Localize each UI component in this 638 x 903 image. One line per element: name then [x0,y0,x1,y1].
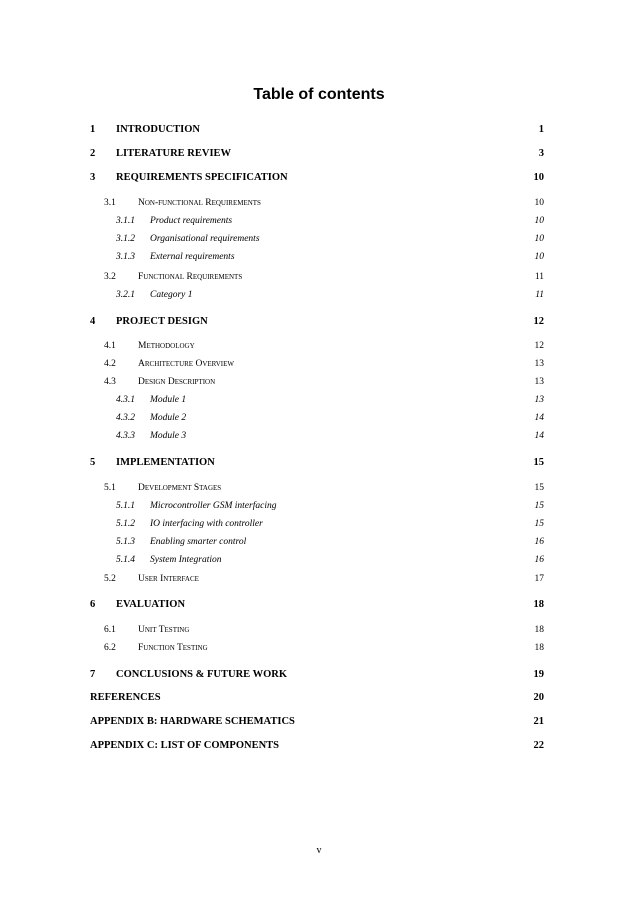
toc-entry-title: APPENDIX B: HARDWARE SCHEMATICS [90,716,295,727]
toc-entry-title: Functional Requirements [138,272,243,282]
toc-entry-page: 10 [534,252,544,262]
toc-entry-title: Function Testing [138,643,208,653]
toc-entry-page: 3 [538,148,544,159]
toc-entry[interactable] [0,431,638,444]
toc-entry-title: IMPLEMENTATION [116,457,215,468]
toc-entry-number: 4.3.1 [116,395,135,405]
toc-entry-number: 6 [90,599,96,610]
toc-entry-title: LITERATURE REVIEW [116,148,232,159]
toc-entry-title: Enabling smarter control [150,537,247,547]
toc-entry-number: 4.1 [104,341,116,351]
toc-entry-page: 18 [533,599,544,610]
toc-entry-number: 4.3.3 [116,431,135,441]
toc-entry[interactable] [0,198,638,211]
toc-entry[interactable] [0,234,638,247]
toc-entry-title: IO interfacing with controller [150,519,263,529]
toc-entry-number: 3.1.3 [116,252,135,262]
toc-entry-page: 15 [534,483,544,493]
toc-entry-number: 3.2 [104,272,116,282]
toc-entry-page: 11 [534,272,544,282]
toc-entry-page: 14 [534,413,544,423]
toc-entry-number: 6.2 [104,643,116,653]
toc-entry[interactable] [0,148,638,162]
toc-entry-page: 10 [534,234,544,244]
toc-entry[interactable] [0,216,638,229]
toc-entry-page: 12 [534,341,544,351]
toc-entry-page: 18 [534,625,544,635]
toc-entry[interactable] [0,519,638,532]
toc-entry-title: APPENDIX C: LIST OF COMPONENTS [90,740,280,751]
toc-entry-number: 5 [90,457,96,468]
toc-entry-title: REFERENCES [90,692,161,703]
toc-entry-page: 17 [534,574,544,584]
toc-entry-page: 10 [534,216,544,226]
toc-entry[interactable] [0,395,638,408]
toc-entry[interactable] [0,341,638,354]
toc-entry-title: Unit Testing [138,625,190,635]
toc-entry-page: 12 [533,316,544,327]
toc-entry-number: 5.1.4 [116,555,135,565]
toc-entry-title: PROJECT DESIGN [116,316,208,327]
toc-entry[interactable] [0,359,638,372]
toc-entry[interactable] [0,669,638,683]
toc-entry[interactable] [0,483,638,496]
toc-leader-dots [150,290,538,300]
toc-entry[interactable] [0,290,638,303]
toc-entry-page: 13 [534,377,544,387]
toc-entry-number: 4.3.2 [116,413,135,423]
toc-entry-title: Non-functional Requirements [138,198,261,208]
toc-entry-number: 5.1.3 [116,537,135,547]
toc-entry[interactable] [0,501,638,514]
toc-entry-title: Microcontroller GSM interfacing [150,501,277,511]
toc-entry[interactable] [0,377,638,390]
toc-entry-page: 1 [538,124,544,135]
toc-entry-page: 13 [534,359,544,369]
toc-entry-number: 3.1 [104,198,116,208]
toc-entry-title: Methodology [138,341,195,351]
toc-entry-number: 4.3 [104,377,116,387]
toc-entry-page: 20 [533,692,544,703]
toc-entry-page: 15 [534,519,544,529]
toc-entry[interactable] [0,716,638,730]
toc-entry-number: 4.2 [104,359,116,369]
toc-entry-page: 18 [534,643,544,653]
toc-entry[interactable] [0,252,638,265]
toc-entry[interactable] [0,172,638,186]
toc-entry-page: 22 [533,740,544,751]
toc-entry-number: 3 [90,172,96,183]
toc-entry-title: REQUIREMENTS SPECIFICATION [116,172,288,183]
toc-entry-number: 7 [90,669,96,680]
toc-entry-number: 5.2 [104,574,116,584]
toc-entry-page: 21 [533,716,544,727]
toc-entry-title: INTRODUCTION [116,124,201,135]
toc-entry[interactable] [0,555,638,568]
toc-entry-title: System Integration [150,555,222,565]
toc-entry-page: 15 [533,457,544,468]
toc-entry-number: 5.1 [104,483,116,493]
toc-entry[interactable] [0,457,638,471]
toc-entry-number: 3.2.1 [116,290,135,300]
toc-entry-number: 1 [90,124,96,135]
toc-entry-title: Architecture Overview [138,359,235,369]
toc-entry-title: Product requirements [150,216,233,226]
toc-entry-number: 6.1 [104,625,116,635]
toc-entry-number: 3.1.1 [116,216,135,226]
toc-entry[interactable] [0,316,638,330]
toc-entry-page: 19 [533,669,544,680]
toc-entry[interactable] [0,625,638,638]
toc-entry-page: 13 [534,395,544,405]
toc-entry[interactable] [0,574,638,587]
toc-entry-title: Category 1 [150,290,193,300]
toc-entry-number: 3.1.2 [116,234,135,244]
toc-entry[interactable] [0,413,638,426]
toc-leader-dots [150,395,538,405]
toc-entry-title: Organisational requirements [150,234,260,244]
toc-entry-number: 5.1.1 [116,501,135,511]
page-number: v [316,845,322,856]
toc-entry-page: 16 [534,555,544,565]
toc-entry-title: Module 1 [150,395,187,405]
toc-entry[interactable] [0,124,638,138]
toc-entry-title: Development Stages [138,483,222,493]
toc-entry-page: 10 [534,198,544,208]
toc-entry-title: User Interface [138,574,199,584]
toc-entry-title: External requirements [150,252,235,262]
toc-entry-title: Module 3 [150,431,187,441]
toc-leader-dots [138,625,538,635]
toc-entry-page: 10 [533,172,544,183]
toc-entry-page: 15 [534,501,544,511]
toc-entry-page: 11 [535,290,544,300]
toc-entry[interactable] [0,272,638,285]
toc-entry[interactable] [0,692,638,706]
toc-entry-number: 2 [90,148,96,159]
toc-leader-dots [150,431,538,441]
toc-entry-title: EVALUATION [116,599,186,610]
toc-entry[interactable] [0,643,638,656]
toc-entry-title: CONCLUSIONS & FUTURE WORK [116,669,288,680]
toc-entry-number: 4 [90,316,96,327]
toc-leader-dots [150,413,538,423]
toc-leader-dots [138,341,538,351]
toc-entry-number: 5.1.2 [116,519,135,529]
toc-entry[interactable] [0,740,638,754]
toc-entry-page: 14 [534,431,544,441]
toc-entry-title: Design Description [138,377,216,387]
toc-entry[interactable] [0,599,638,613]
toc-entry[interactable] [0,537,638,550]
page-title: Table of contents [253,86,385,103]
toc-entry-title: Module 2 [150,413,187,423]
toc-entry-page: 16 [534,537,544,547]
